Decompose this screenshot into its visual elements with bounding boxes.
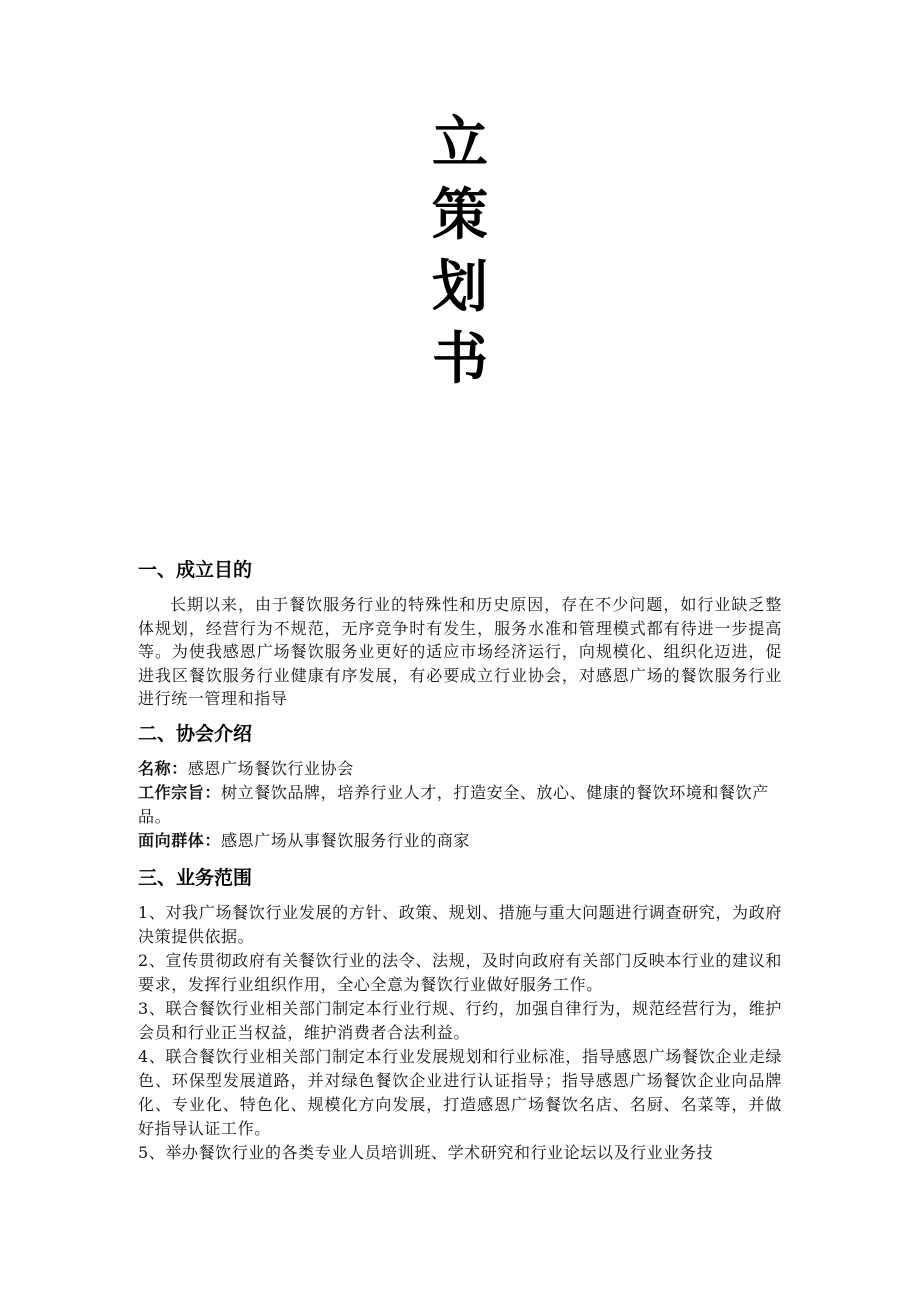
title-char: 划 [432,255,488,320]
info-label: 工作宗旨： [138,782,222,802]
list-item: 4、联合餐饮行业相关部门制定本行业发展规划和行业标准，指导感恩广场餐饮企业走绿色、环保型发展道路，并对绿色餐饮企业进行认证指导；指导感恩广场餐饮企业向品牌化、专业化、特色化、规模化方向发展，打造感恩广场餐饮名店、名厨、名菜等，并做好指导认证工作。 [138,1046,782,1138]
list-item: 3、联合餐饮行业相关部门制定本行业行规、行约，加强自律行为，规范经营行为，维护会员和行业正当权益，维护消费者合法利益。 [138,998,782,1042]
section-heading-scope: 三、业务范围 [138,866,253,889]
list-item: 2、宣传贯彻政府有关餐饮行业的法令、法规，及时向政府有关部门反映本行业的建议和要求，发挥行业组织作用，全心全意为餐饮行业做好服务工作。 [138,950,782,994]
section-heading-purpose: 一、成立目的 [138,559,253,581]
title-char: 书 [432,327,488,392]
list-item: 1、对我广场餐饮行业发展的方针、政策、规划、措施与重大问题进行调查研究，为政府决策提供依据。 [138,902,782,946]
info-purpose-row [138,781,782,829]
info-label: 面向群体： [138,830,222,850]
document-body [138,555,782,1165]
section-heading-introduction: 二、协会介绍 [138,722,253,745]
info-audience-row [138,829,782,853]
purpose-paragraph: 长期以来，由于餐饮服务行业的特殊性和历史原因，存在不少问题，如行业缺乏整体规划，经营行为不规范，无序竞争时有发生，服务水准和管理模式都有待进一步提高等。为使我感恩广场餐饮服务业更好的适应市场经济运行，向规模化、组织化迈进，促进我区餐饮服务行业健康有序发展，有必要成立行业协会，对感恩广场的餐饮服务行业进行统一管理和指导 [138,595,782,708]
association-info [138,757,782,853]
title-char: 立 [432,111,488,176]
info-value: 感恩广场餐饮行业协会 [187,758,354,778]
title-char: 策 [432,183,488,248]
info-name-row [138,757,782,781]
info-label: 名称： [138,758,188,778]
scope-list [138,901,782,1165]
info-value: 感恩广场从事餐饮服务行业的商家 [221,830,471,850]
list-item: 5、举办餐饮行业的各类专业人员培训班、学术研究和行业论坛以及行业业务技 [138,1142,714,1162]
info-value: 树立餐饮品牌，培养行业人才，打造安全、放心、健康的餐饮环境和餐饮产品。 [138,782,769,826]
document-title [0,108,920,396]
